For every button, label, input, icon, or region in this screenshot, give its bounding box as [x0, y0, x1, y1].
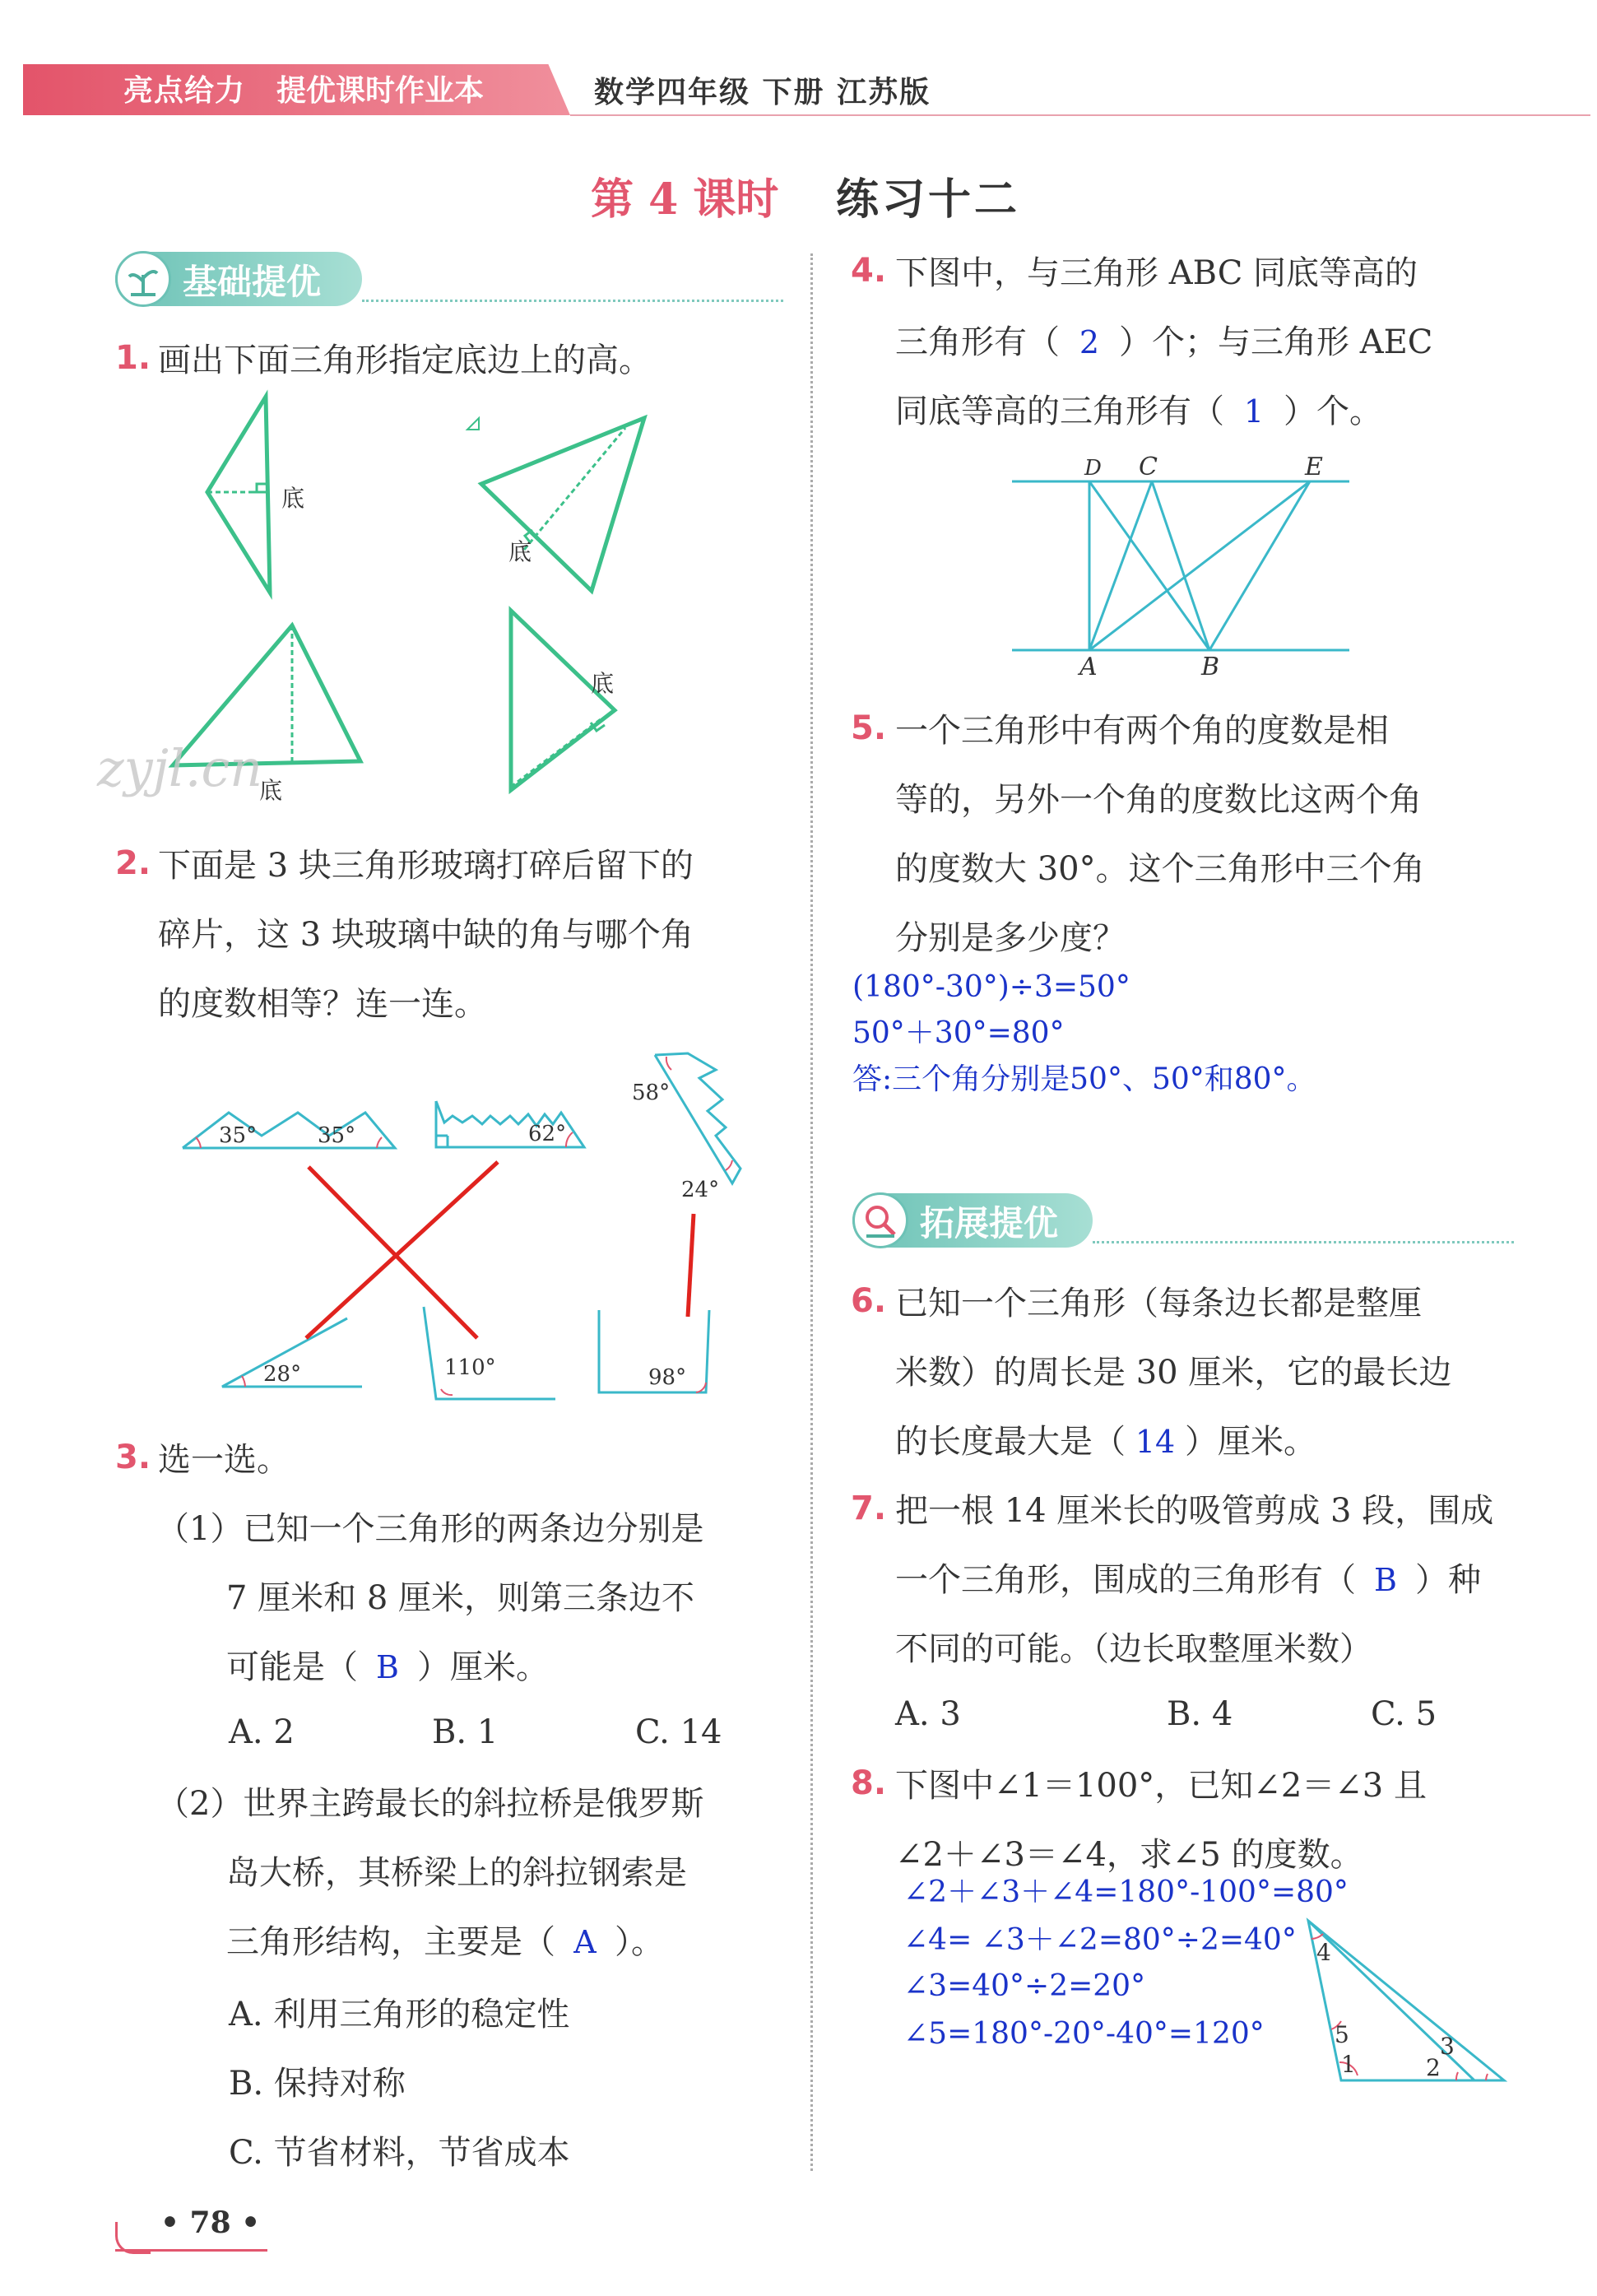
- question-text-line: 等的，另外一个角的度数比这两个角: [895, 781, 1422, 819]
- question-number: 8.: [851, 1764, 887, 1802]
- option: B. 4: [1167, 1695, 1233, 1733]
- base-label: 底: [591, 670, 615, 697]
- sub-question-line-with-blank: [226, 1633, 549, 1702]
- watermark: zyjl.cn: [97, 738, 263, 798]
- option: A. 3: [895, 1695, 961, 1733]
- question-number: 7.: [851, 1490, 887, 1527]
- page-number: • 78 •: [160, 2205, 261, 2240]
- handwritten-solution-line: 50°＋30°=80°: [852, 1016, 1065, 1050]
- section-title-extension: 拓展提优: [920, 1203, 1059, 1243]
- question-text: ）个；与三角形 AEC: [1119, 323, 1433, 361]
- point-label: C: [1139, 453, 1158, 481]
- question-number: 6.: [851, 1282, 887, 1320]
- answer-blank[interactable]: 2: [1079, 324, 1100, 360]
- question-text: ）个。: [1284, 393, 1382, 430]
- handwritten-solution-line: 答:三个角分别是50°、50°和80°。: [852, 1062, 1316, 1096]
- angle-label: 5: [1335, 2021, 1349, 2048]
- question-text-line: 的度数相等？连一连。: [158, 985, 487, 1023]
- angle-label: 98°: [648, 1365, 687, 1390]
- answer-blank[interactable]: B: [1374, 1562, 1397, 1598]
- subject-info: 数学四年级 下册 江苏版: [594, 75, 931, 109]
- column-divider: [810, 253, 813, 2171]
- question-number: 2.: [115, 844, 151, 882]
- answer-blank[interactable]: A: [573, 1924, 597, 1960]
- question-text: 三角形结构，主要是（: [226, 1923, 555, 1961]
- series-title: 亮点给力: [123, 73, 246, 108]
- sprout-icon: [115, 251, 171, 307]
- base-label: 底: [259, 777, 283, 804]
- question-text: 同底等高的三角形有（: [895, 393, 1224, 430]
- angle-label: 24°: [681, 1178, 720, 1202]
- option: C. 节省材料，节省成本: [229, 2134, 570, 2172]
- base-label: 底: [281, 485, 305, 512]
- section-dotline: [1093, 1241, 1514, 1243]
- question-text-line: 一个三角形中有两个角的度数是相: [895, 712, 1389, 750]
- question-text-line: 把一根 14 厘米长的吸管剪成 3 段，围成: [895, 1492, 1494, 1530]
- question-text-line: 分别是多少度？: [895, 919, 1126, 957]
- question-line-with-blank: [895, 377, 1382, 446]
- question-line-with-blank: [895, 1545, 1481, 1615]
- angle-label: 35°: [318, 1123, 356, 1148]
- question-text-line: 下面是 3 块三角形玻璃打碎后留下的: [158, 847, 694, 885]
- angle-label: 110°: [444, 1355, 496, 1380]
- angle-label: 35°: [219, 1123, 258, 1148]
- point-label: E: [1305, 453, 1323, 481]
- question-text: 的长度最大是（: [895, 1423, 1126, 1461]
- angle-label: 2: [1426, 2054, 1441, 2081]
- point-label: D: [1084, 456, 1102, 481]
- angle-label: 58°: [632, 1081, 671, 1105]
- question-number: 3.: [115, 1438, 151, 1476]
- handwritten-solution-line: ∠4= ∠3＋∠2=80°÷2=40°: [903, 1923, 1297, 1957]
- point-label: A: [1079, 653, 1098, 681]
- question-text: 一个三角形，围成的三角形有（: [895, 1561, 1356, 1599]
- question-text: ）厘米。: [1185, 1423, 1316, 1461]
- question-text: ）厘米。: [417, 1648, 549, 1686]
- handwritten-solution-line: ∠5=180°-20°-40°=120°: [903, 2017, 1265, 2051]
- question-text: 三角形有（: [895, 323, 1060, 361]
- handwritten-solution-line: (180°-30°)÷3=50°: [852, 970, 1130, 1004]
- question-number: 4.: [851, 252, 887, 290]
- question-text-line: 米数）的周长是 30 厘米，它的最长边: [895, 1354, 1452, 1392]
- header-rule: [570, 114, 1590, 116]
- q4-parallel-lines-figure: [1004, 449, 1366, 687]
- handwritten-solution-line: ∠3=40°÷2=20°: [903, 1969, 1146, 2003]
- answer-connection-line: [306, 1162, 498, 1338]
- book-title: 提优课时作业本: [276, 73, 485, 108]
- option: B. 保持对称: [229, 2065, 406, 2103]
- question-line-with-blank: [895, 1407, 1316, 1476]
- sub-question-line: （2）世界主跨最长的斜拉桥是俄罗斯: [156, 1785, 704, 1823]
- point-label: B: [1201, 653, 1220, 681]
- option: C. 14: [635, 1713, 722, 1751]
- footer-rule: [115, 2249, 267, 2252]
- answer-blank[interactable]: B: [376, 1649, 399, 1685]
- angle-label: 4: [1316, 1939, 1331, 1966]
- sub-question-line: 7 厘米和 8 厘米，则第三条边不: [226, 1579, 695, 1617]
- angle-label: 28°: [263, 1362, 302, 1387]
- question-text-line: 碎片，这 3 块玻璃中缺的角与哪个角: [158, 916, 694, 954]
- sub-question-line: （1）已知一个三角形的两条边分别是: [156, 1510, 704, 1548]
- question-number: 5.: [851, 709, 887, 747]
- angle-label: 3: [1440, 2033, 1455, 2060]
- option: A. 2: [229, 1713, 295, 1751]
- sub-question-line-with-blank: [226, 1908, 664, 1977]
- question-number: 1.: [115, 339, 151, 377]
- question-text: ）种: [1415, 1561, 1481, 1599]
- option: C. 5: [1371, 1695, 1437, 1733]
- lesson-title: 练习十二: [836, 174, 1021, 225]
- question-text-line: 的度数大 30°。这个三角形中三个角: [895, 850, 1425, 888]
- question-text: 选一选。: [158, 1441, 290, 1479]
- answer-blank[interactable]: 1: [1243, 393, 1265, 430]
- section-title-basic: 基础提优: [183, 262, 322, 302]
- lesson-number: 第 4 课时: [591, 174, 779, 225]
- q2-glass-fragments-figure: [173, 1045, 765, 1415]
- answer-connection-line: [688, 1214, 694, 1317]
- angle-label: 62°: [528, 1122, 567, 1146]
- question-text: ）。: [615, 1923, 664, 1961]
- question-text-line: 不同的可能。（边长取整厘米数）: [895, 1630, 1372, 1668]
- question-text: 画出下面三角形指定底边上的高。: [158, 342, 652, 379]
- question-text: 可能是（: [226, 1648, 358, 1686]
- option: B. 1: [432, 1713, 499, 1751]
- question-text-line: 已知一个三角形（每条边长都是整厘: [895, 1285, 1422, 1322]
- section-dotline: [362, 300, 783, 302]
- handwritten-solution-line: ∠2＋∠3＋∠4=180°-100°=80°: [903, 1875, 1349, 1909]
- question-line-with-blank: [895, 308, 1432, 377]
- sub-question-line: 岛大桥，其桥梁上的斜拉钢索是: [226, 1854, 687, 1892]
- question-text-line: 下图中∠1＝100°，已知∠2＝∠3 且: [895, 1767, 1427, 1805]
- question-text-line: 下图中，与三角形 ABC 同底等高的: [895, 254, 1418, 292]
- option: A. 利用三角形的稳定性: [229, 1996, 570, 2033]
- q1-triangles-figure: [97, 387, 798, 815]
- question-text-line: ∠2＋∠3＝∠4，求∠5 的度数。: [895, 1836, 1363, 1874]
- answer-blank[interactable]: 14: [1135, 1424, 1176, 1460]
- angle-label: 1: [1341, 2051, 1356, 2078]
- base-label: 底: [508, 538, 532, 565]
- q8-angle-figure: [1300, 1901, 1514, 2090]
- magnifier-icon: [852, 1192, 908, 1248]
